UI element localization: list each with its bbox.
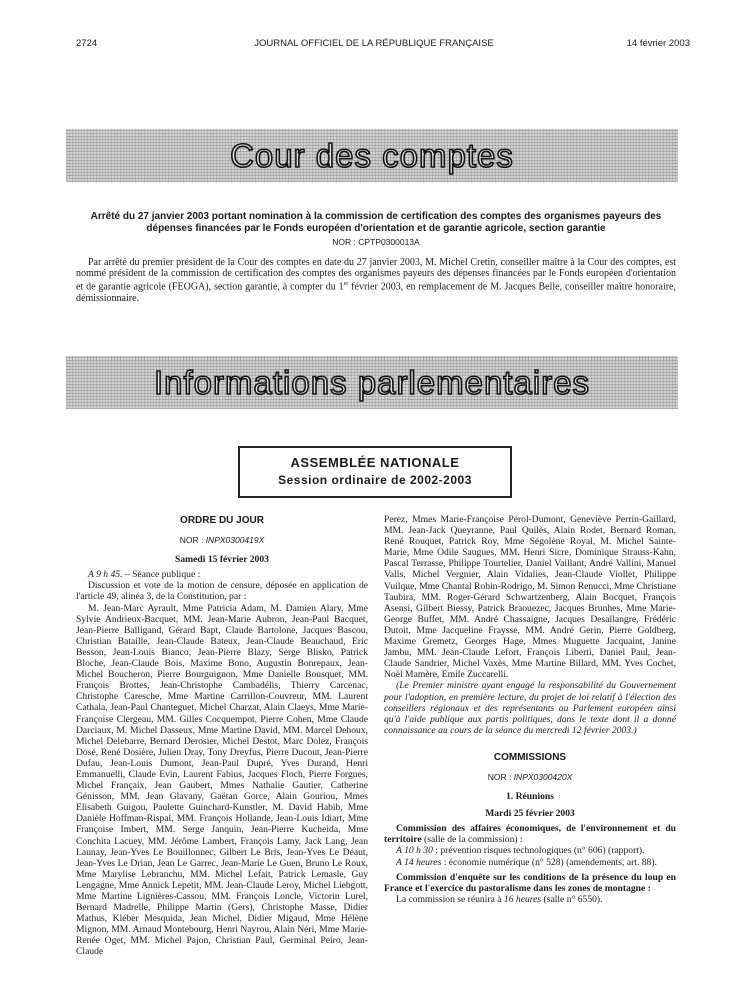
banner-title: Cour des comptes [230, 137, 514, 174]
running-header [0, 38, 748, 54]
page-number: 2724 [76, 38, 98, 49]
agenda-item-1: A 10 h 30 : prévention risques technologiques (n° 606) (rapport). [396, 845, 645, 857]
commission-enquete-loup: Commission d'enquête sur les conditions de la présence du loup en France et l'exercice du pastoralisme dans les zones de montagne : [384, 871, 676, 894]
informations-parlementaires-banner [66, 356, 678, 409]
arrete-title: Arrêté du 27 janvier 2003 portant nomination à la commission de certification des comptes des organismes payeurs des dépenses financées par le Fonds européen d'orientation et de garantie agricole, section garantie [90, 211, 662, 234]
commissions-heading: COMMISSIONS [493, 751, 567, 763]
journal-title: JOURNAL OFFICIEL DE LA RÉPUBLIQUE FRANÇAISE [254, 38, 494, 49]
date-heading: Samedi 15 février 2003 [175, 554, 269, 566]
right-column [384, 514, 676, 905]
commission-affaires-economiques: Commission des affaires économiques, de l'environnement et du territoire (salle de la commission) : [384, 823, 676, 846]
commission-meeting: La commission se réunira à 16 heures (salle n° 6550). [396, 893, 603, 905]
arrete-nor: NOR : CPTP0300013A [332, 237, 420, 247]
nor-reference: NOR : INPX0300419X [179, 535, 265, 546]
motion-text: Discussion et vote de la motion de censure, déposée en application de l'article 49, alinéa 3, de la Constitution, par : [76, 580, 368, 603]
signatories-continued: Perez, Mmes Marie-Françoise Pérol-Dumont, Geneviève Perrin-Gaillard, MM. Jean-Jack Queyranne, Paul Quilès, Alain Rodet, Bernard Roman, René Rouquet, Patrick Roy, Mme Ségolène Royal, M. Michel Sainte-Marie, Mme Odile Saugues, MM. Henri Sicre, Dominique Strauss-Kahn, Pascal Terrasse, Philippe Tourtelier, Daniel Vaillant, André Vallini, Manuel Valls, Michel Vergnier, Alain Vidalies, Jean-Claude Viollet, Philippe Vuilque, Mme Chantal Robin-Rodrigo, M. Simon Renucci, Mme Christiane Taubira, MM. Roger-Gérard Schwartzenberg, Alain Bocquet, François Asensi, Gilbert Biessy, Patrick Braouezec, Jacques Brunhes, Mme Marie-George Buffet, MM. André Chassaigne, Jacques Desallangre, Frédéric Dutoit, Mme Jacqueline Fraysse, MM. André Gerin, Pierre Goldberg, Maxime Gremetz, Georges Hage, Mmes Muguette Jacquaint, Janine Jambu, MM. Jean-Claude Lefort, François Liberti, Daniel Paul, Jean-Claude Sandrier, Michel Vaxès, Mme Martine Billard, MM. Yves Cochet, Noël Mamère, Emile Zuccarelli. [384, 514, 677, 681]
session-title: Session ordinaire de 2002-2003 [278, 473, 472, 487]
cour-des-comptes-banner [66, 129, 678, 182]
session-time: A 9 h 45. – Séance publique : [88, 569, 201, 581]
assemblee-nationale-box [238, 446, 512, 498]
ordre-du-jour-heading: ORDRE DU JOUR [180, 515, 264, 526]
banner-title: Informations parlementaires [153, 364, 591, 401]
arrete-body: Par arrêté du premier président de la Cour des comptes en date du 27 janvier 2003, M. Michel Cretin, conseiller maître à la Cour des comptes, est nommé président de la commission de certification des comptes des organismes payeurs des dépenses financées par le Fonds européen d'orientation et de garantie agricole (FEOGA), section garantie, à compter du 1er février 2003, en remplacement de M. Jacques Belle, conseiller maître honoraire, démissionnaire. [76, 257, 676, 304]
commissions-nor: NOR : INPX0300420X [487, 771, 573, 782]
signatories-list: M. Jean-Marc Ayrault, Mme Patricia Adam, M. Damien Alary, Mme Sylvie Andrieux-Bacquet, MM. Jean-Marie Aubron, Jean-Paul Bacquet, Jean-Pierre Balligand, Gérard Bapt, Claude Bartolone, Jacques Bascou, Christian Bataille, Jean-Claude Bateux, Jean-Claude Beauchaud, Eric Besson, Jean-Louis Bianco, Jean-Pierre Blazy, Serge Blisko, Patrick Bloche, Jean-Claude Bois, Maxime Bono, Augustin Bonrepaux, Jean-Michel Boucheron, Pierre Bourguignon, Mme Danielle Bousquet, MM. François Brottes, Jean-Christophe Cambadélis, Thierry Carcenac, Christophe Caresche, Mme Martine Carrillon-Couvreur, MM. Laurent Cathala, Jean-Paul Chanteguet, Michel Charzat, Alain Claeys, Mme Marie-Françoise Clergeau, MM. Gilles Cocquempot, Pierre Cohen, Mme Claude Darciaux, M. Michel Dasseux, Mme Martine David, MM. Marcel Dehoux, Michel Delebarre, Bernard Derosier, Michel Destot, Marc Dolez, François Dosé, René Dosière, Julien Dray, Tony Dreyfus, Pierre Ducout, Jean-Pierre Dufau, Jean-Louis Dumont, Jean-Paul Dupré, Yves Durand, Henri Emmanuelli, Claude Evin, Laurent Fabius, Jacques Floch, Pierre Forgues, Michel Françaix, Jean Gaubert, Mmes Nathalie Gautier, Catherine Génisson, MM. Jean Glavany, Gaëtan Gorce, Alain Gouriou, Mmes Elisabeth Guigou, Paulette Guinchard-Kunstler, M. David Habib, Mme Danièle Hoffman-Rispal, MM. François Hollande, Jean-Louis Idiart, Mme Françoise Imbert, MM. Serge Janquin, Jean-Pierre Kucheida, Mme Conchita Lacuey, MM. Jérôme Lambert, François Lamy, Jack Lang, Jean Launay, Jean-Yves Le Bouillonnec, Gilbert Le Bris, Jean-Yves Le Déaut, Jean-Yves Le Drian, Jean Le Garrec, Jean-Marie Le Guen, Bruno Le Roux, Mme Marylise Lebranchu, MM. Michel Lefait, Patrick Lemasle, Guy Lengagne, Mme Annick Lepetit, MM. Jean-Claude Leroy, Michel Liebgott, Mme Martine Lignières-Cassou, MM. François Loncle, Victorin Lurel, Bernard Madrelle, Philippe Martin (Gers), Christophe Masse, Didier Mathus, Kléber Mesquida, Jean Michel, Didier Migaud, Mme Hélène Mignon, MM. Arnaud Montebourg, Henri Nayrou, Alain Néri, Mme Marie-Renée Oget, MM. Michel Pajon, Christian Paul, Germinal Peiro, Jean-Claude [76, 602, 368, 958]
assembly-title: ASSEMBLÉE NATIONALE [290, 455, 460, 470]
reunions-heading: 1. Réunions [506, 791, 554, 803]
reunions-date: Mardi 25 février 2003 [485, 808, 575, 820]
agenda-item-2: A 14 heures : économie numérique (n° 528) (amendements, art. 88). [396, 856, 657, 868]
issue-date: 14 février 2003 [626, 38, 690, 49]
government-note: (Le Premier ministre ayant engagé la responsabilité du Gouvernement pour l'adoption, en première lecture, du projet de loi relatif à l'élection des conseillers régionaux et des représentants au Parlement européen ainsi qu'à l'aide publique aux partis politiques, dans le texte dont il a donné connaissance au cours de la séance du mercredi 12 février 2003.) [384, 680, 676, 736]
left-column [76, 515, 368, 958]
